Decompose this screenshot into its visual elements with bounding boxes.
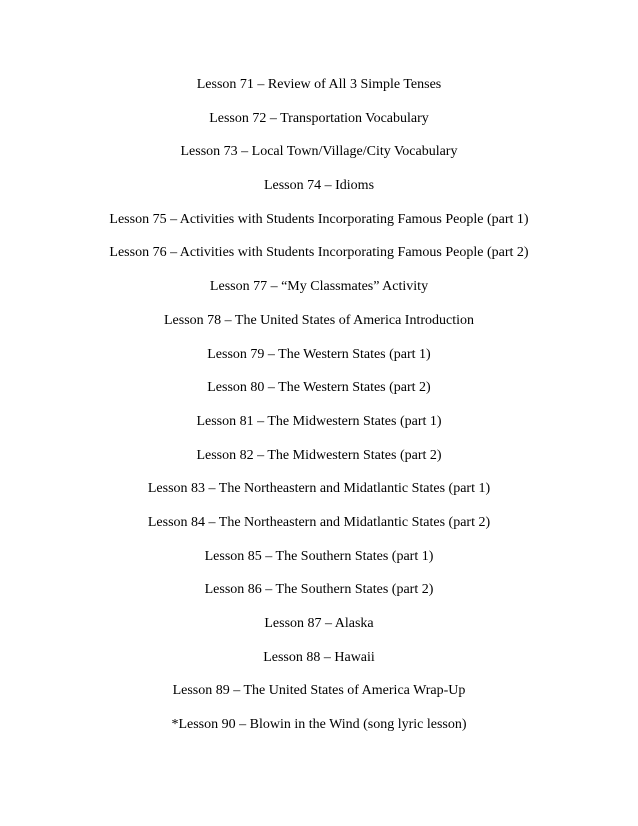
lesson-item-83: Lesson 83 – The Northeastern and Midatlantic States (part 1) — [147, 481, 491, 497]
lesson-item-81: Lesson 81 – The Midwestern States (part 1) — [196, 413, 442, 429]
lesson-item-90: *Lesson 90 – Blowin in the Wind (song lyric lesson) — [171, 717, 467, 733]
lesson-list — [0, 72, 638, 746]
lesson-item-78: Lesson 78 – The United States of America Introduction — [163, 312, 474, 328]
lesson-item-77: Lesson 77 – “My Classmates” Activity — [209, 279, 429, 295]
lesson-item-89: Lesson 89 – The United States of America Wrap-Up — [172, 683, 466, 699]
lesson-item-88: Lesson 88 – Hawaii — [263, 649, 375, 665]
lesson-item-72: Lesson 72 – Transportation Vocabulary — [209, 110, 429, 126]
lesson-item-75: Lesson 75 – Activities with Students Incorporating Famous People (part 1) — [109, 211, 529, 227]
lesson-item-80: Lesson 80 – The Western States (part 2) — [207, 380, 431, 396]
lesson-item-82: Lesson 82 – The Midwestern States (part 2) — [196, 447, 442, 463]
lesson-item-87: Lesson 87 – Alaska — [264, 616, 374, 631]
lesson-item-85: Lesson 85 – The Southern States (part 1) — [204, 548, 434, 564]
lesson-item-74: Lesson 74 – Idioms — [263, 178, 375, 194]
lesson-item-76: Lesson 76 – Activities with Students Incorporating Famous People (part 2) — [109, 245, 529, 261]
lesson-item-86: Lesson 86 – The Southern States (part 2) — [204, 582, 434, 598]
lesson-item-79: Lesson 79 – The Western States (part 1) — [207, 346, 431, 362]
lesson-item-73: Lesson 73 – Local Town/Village/City Vocabulary — [180, 144, 458, 160]
lesson-item-84: Lesson 84 – The Northeastern and Midatlantic States (part 2) — [147, 514, 491, 530]
lesson-item-71: Lesson 71 – Review of All 3 Simple Tenses — [196, 77, 442, 92]
